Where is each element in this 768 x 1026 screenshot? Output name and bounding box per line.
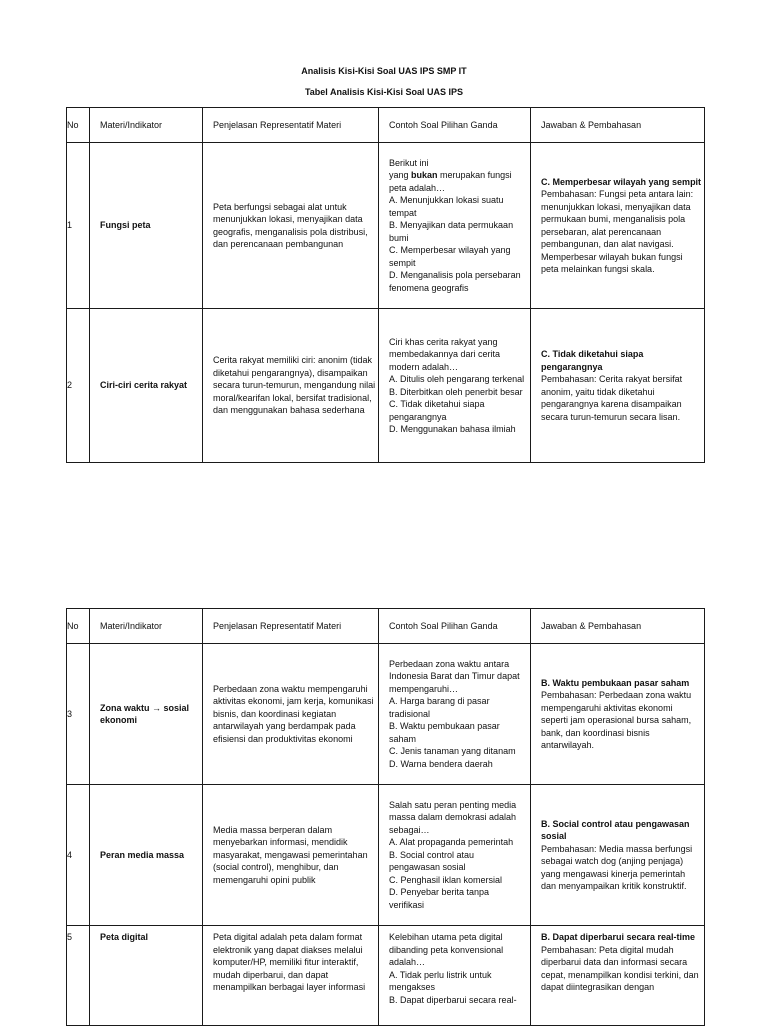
answer-key: C. Memperbesar wilayah yang sempit bbox=[541, 176, 702, 187]
header-contoh-soal: Contoh Soal Pilihan Ganda bbox=[379, 609, 531, 644]
header-penjelasan: Penjelasan Representatif Materi bbox=[203, 609, 379, 644]
row-question bbox=[379, 785, 531, 926]
table-row bbox=[67, 926, 705, 1026]
row-answer bbox=[531, 644, 705, 785]
option-b: B. Social control atau pengawasan sosial bbox=[389, 849, 475, 873]
option-b: B. Dapat diperbarui secara real- bbox=[389, 994, 517, 1005]
row-materi: Fungsi peta bbox=[90, 143, 203, 309]
table-row bbox=[67, 785, 705, 926]
analysis-table-page-1 bbox=[66, 107, 705, 463]
row-penjelasan: Peta berfungsi sebagai alat untuk menunjukkan lokasi, menyajikan data geografis, menganalisis pola distribusi, dan perencanaan pembangunan bbox=[203, 143, 379, 309]
table-header-row bbox=[67, 609, 705, 644]
row-answer bbox=[531, 785, 705, 926]
header-jawaban: Jawaban & Pembahasan bbox=[531, 609, 705, 644]
row-question bbox=[379, 143, 531, 309]
row-number: 5 bbox=[67, 926, 90, 1026]
header-contoh-soal: Contoh Soal Pilihan Ganda bbox=[379, 108, 531, 143]
row-number: 2 bbox=[67, 309, 90, 463]
option-d: D. Menggunakan bahasa ilmiah bbox=[389, 424, 516, 434]
row-penjelasan: Perbedaan zona waktu mempengaruhi aktivitas ekonomi, jam kerja, komunikasi bisnis, dan koordinasi kegiatan antarwilayah yang berdampak pada efisiensi dan produktivitas ekonomi bbox=[203, 644, 379, 785]
answer-explanation: Pembahasan: Peta digital mudah diperbarui data dan informasi secara cepat, menampilkan kondisi terkini, dan dapat diintegrasikan dengan bbox=[541, 944, 699, 992]
option-a: A. Menunjukkan lokasi suatu tempat bbox=[389, 195, 504, 218]
analysis-table-page-2 bbox=[66, 608, 705, 1026]
table-row bbox=[67, 644, 705, 785]
table-subtitle: Tabel Analisis Kisi-Kisi Soal UAS IPS bbox=[304, 87, 464, 97]
question-text: Salah satu peran penting media massa dalam demokrasi adalah sebagai… bbox=[389, 799, 517, 835]
table-row bbox=[67, 143, 705, 309]
answer-explanation: Pembahasan: Perbedaan zona waktu mempengaruhi aktivitas ekonomi seperti jam operasional bursa saham, bank, dan koordinasi bisnis antarwilayah. bbox=[541, 690, 692, 750]
question-text: Berikut ini bbox=[389, 157, 429, 168]
option-a: A. Alat propaganda pemerintah bbox=[389, 837, 514, 848]
row-question bbox=[379, 644, 531, 785]
row-answer bbox=[531, 926, 705, 1026]
question-emphasis: bukan bbox=[411, 170, 438, 181]
row-penjelasan: Peta digital adalah peta dalam format elektronik yang dapat diakses melalui komputer/HP, memiliki fitur interaktif, mudah diperbarui, dan dapat menampilkan berbagai layer informasi bbox=[203, 926, 379, 1026]
row-materi: Ciri-ciri cerita rakyat bbox=[90, 309, 203, 463]
answer-explanation: Pembahasan: Cerita rakyat bersifat anonim, yaitu tidak diketahui pengarangnya karena disampaikan secara turun-temurun secara lisan. bbox=[541, 374, 683, 422]
table-header-row bbox=[67, 108, 705, 143]
answer-key: C. Tidak diketahui siapa pengarangnya bbox=[541, 349, 644, 372]
option-c: C. Penghasil iklan komersial bbox=[389, 874, 503, 885]
header-no: No bbox=[67, 108, 90, 143]
row-materi: Zona waktu → sosial ekonomi bbox=[90, 644, 203, 785]
option-b: B. Menyajikan data permukaan bumi bbox=[389, 220, 514, 243]
option-d: D. Penyebar berita tanpa verifikasi bbox=[389, 887, 490, 910]
question-text: Ciri khas cerita rakyat yang membedakannya dari cerita modern adalah… bbox=[389, 336, 501, 372]
option-c: C. Tidak diketahui siapa pengarangnya bbox=[389, 399, 485, 422]
table-row bbox=[67, 309, 705, 463]
answer-key: B. Waktu pembukaan pasar saham bbox=[541, 677, 690, 688]
row-answer bbox=[531, 309, 705, 463]
option-d: D. Warna bendera daerah bbox=[389, 758, 493, 769]
row-question bbox=[379, 309, 531, 463]
option-b: B. Diterbitkan oleh penerbit besar bbox=[389, 386, 523, 397]
answer-explanation: Pembahasan: Media massa berfungsi sebagai watch dog (anjing penjaga) yang mengawasi kinerja pemerintah dan menyampaikan kritik konstruktif. bbox=[541, 843, 693, 891]
header-materi: Materi/Indikator bbox=[90, 108, 203, 143]
header-no: No bbox=[67, 609, 90, 644]
option-d: D. Menganalisis pola persebaran fenomena geografis bbox=[389, 270, 521, 293]
question-text: Perbedaan zona waktu antara Indonesia Barat dan Timur dapat mempengaruhi… bbox=[389, 658, 520, 694]
row-number: 3 bbox=[67, 644, 90, 785]
option-a: A. Ditulis oleh pengarang terkenal bbox=[389, 374, 525, 384]
header-penjelasan: Penjelasan Representatif Materi bbox=[203, 108, 379, 143]
row-penjelasan: Cerita rakyat memiliki ciri: anonim (tidak diketahui pengarangnya), disampaikan secara turun-temurun, mengandung nilai moral/kearifan lokal, bersifat tradisional, dan menggunakan bahasa sederhana bbox=[203, 309, 379, 463]
question-text-2: yang bbox=[389, 170, 412, 181]
question-text-3: merupakan fungsi peta adalah… bbox=[389, 170, 512, 193]
option-b: B. Waktu pembukaan pasar saham bbox=[389, 721, 500, 744]
answer-key: B. Dapat diperbarui secara real-time bbox=[541, 932, 696, 942]
header-materi: Materi/Indikator bbox=[90, 609, 203, 644]
option-c: C. Jenis tanaman yang ditanam bbox=[389, 746, 516, 757]
row-penjelasan: Media massa berperan dalam menyebarkan informasi, mendidik masyarakat, mengawasi pemerintahan (social control), menghibur, dan memengaruhi opini publik bbox=[203, 785, 379, 926]
row-materi: Peta digital bbox=[90, 926, 203, 1026]
row-materi: Peran media massa bbox=[90, 785, 203, 926]
row-answer bbox=[531, 143, 705, 309]
row-question bbox=[379, 926, 531, 1026]
answer-explanation: Pembahasan: Fungsi peta antara lain: menunjukkan lokasi, menyajikan data permukaan bumi, menganalisis pola persebaran, alat perencanaan pembangunan, dan alat navigasi. Memperbesar wilayah bukan fungsi peta melainkan fungsi skala. bbox=[541, 189, 694, 274]
question-text: Kelebihan utama peta digital dibanding peta konvensional adalah… bbox=[389, 932, 504, 967]
answer-key: B. Social control atau pengawasan sosial bbox=[541, 818, 690, 841]
option-a: A. Harga barang di pasar tradisional bbox=[389, 696, 490, 719]
row-number: 1 bbox=[67, 143, 90, 309]
option-c: C. Memperbesar wilayah yang sempit bbox=[389, 245, 511, 268]
option-a: A. Tidak perlu listrik untuk mengakses bbox=[389, 969, 492, 992]
header-jawaban: Jawaban & Pembahasan bbox=[531, 108, 705, 143]
document-title: Analisis Kisi-Kisi Soal UAS IPS SMP IT bbox=[301, 66, 467, 76]
row-number: 4 bbox=[67, 785, 90, 926]
